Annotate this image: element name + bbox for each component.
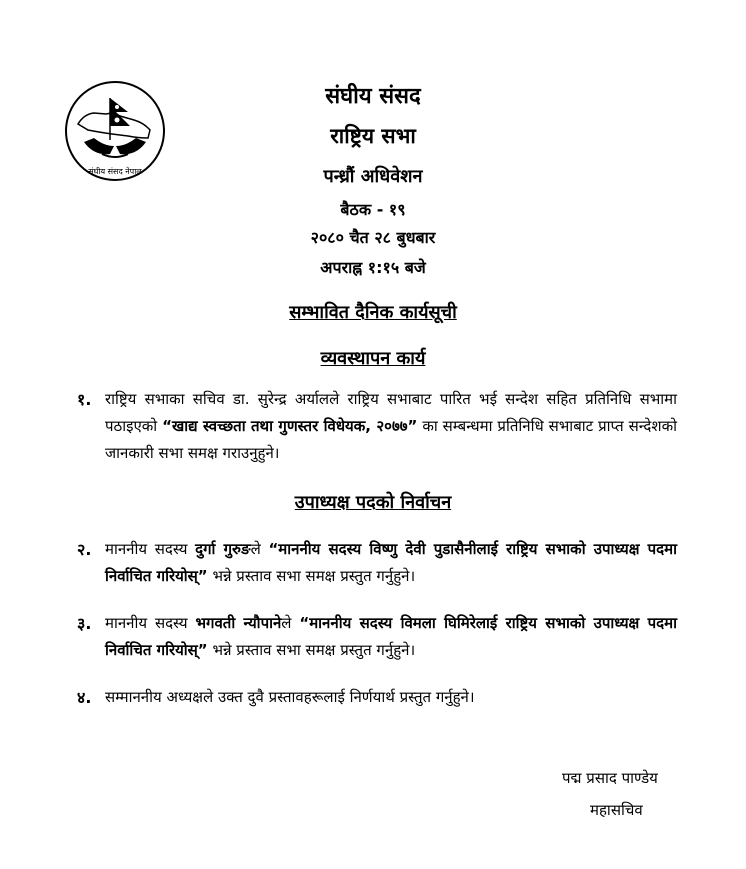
meeting-time: अपराह्न १:१५ बजे: [320, 258, 426, 277]
item-text-part: भन्ने प्रस्ताव सभा समक्ष प्रस्तुत गर्नुहुने।: [207, 567, 416, 585]
item-text-part: ले: [281, 614, 300, 632]
item-text-part: ले: [250, 540, 269, 558]
item-number: २.: [77, 540, 92, 559]
signatory-name: पद्म प्रसाद पाण्डेय: [562, 769, 658, 787]
motion-text: “माननीय सदस्य विष्णु देवी पुडासैनीलाई राष्ट्रिय सभाको उपाध्यक्ष पदमा निर्वाचित गरियोस्”: [105, 540, 677, 585]
item-text-part: माननीय सदस्य: [105, 540, 196, 558]
section-title-legislation: व्यवस्थापन कार्य: [320, 348, 426, 369]
agenda-item-4: [77, 684, 677, 711]
agenda-item-1: [77, 386, 677, 467]
signatory-title: महासचिव: [590, 801, 643, 819]
item-text-part: राष्ट्रिय सभाका सचिव डा. सुरेन्द्र अर्यालले राष्ट्रिय सभाबाट पारित भई सन्देश सहित प्रतिनिधि सभामा पठाइएको: [105, 390, 677, 435]
meeting-number: बैठक - १९: [340, 200, 406, 219]
item-text: [105, 610, 677, 664]
item-text: [105, 536, 677, 590]
item-number: १.: [77, 390, 92, 409]
item-number: ३.: [77, 614, 92, 633]
agenda-item-2: [77, 536, 677, 590]
item-number: ४.: [77, 688, 92, 707]
item-text-part: भन्ने प्रस्ताव सभा समक्ष प्रस्तुत गर्नुहुने।: [207, 641, 416, 659]
item-text-part: का सम्बन्धमा प्रतिनिधि सभाबाट प्राप्त सन्देशको जानकारी सभा समक्ष गराउनुहुने।: [105, 417, 677, 462]
session-title: पन्ध्रौं अधिवेशन: [323, 166, 423, 187]
meeting-date: २०८० चैत २८ बुधबार: [310, 228, 436, 247]
motion-text: “माननीय सदस्य विमला घिमिरेलाई राष्ट्रिय सभाको उपाध्यक्ष पदमा निर्वाचित गरियोस्”: [105, 614, 677, 659]
parliament-name: संघीय संसद: [325, 84, 421, 109]
bill-title: “खाद्य स्वच्छता तथा गुणस्तर विधेयक, २०७७”: [162, 417, 418, 435]
member-name: दुर्गा गुरुङ: [195, 540, 251, 558]
item-text: [105, 386, 677, 467]
item-text: सम्माननीय अध्यक्षले उक्त दुवै प्रस्तावहरूलाई निर्णयार्थ प्रस्तुत गर्नुहुने।: [105, 688, 475, 706]
member-name: भगवती न्यौपाने: [195, 614, 282, 632]
emblem-caption: संघीय संसद नेपाल: [88, 167, 142, 176]
assembly-name: राष्ट्रिय सभा: [330, 124, 416, 148]
agenda-item-3: [77, 610, 677, 664]
section-title-deputy-election: उपाध्यक्ष पदको निर्वाचन: [294, 492, 452, 513]
agenda-title: सम्भावित दैनिक कार्यसूची: [289, 302, 457, 323]
item-text-part: माननीय सदस्य: [105, 614, 196, 632]
